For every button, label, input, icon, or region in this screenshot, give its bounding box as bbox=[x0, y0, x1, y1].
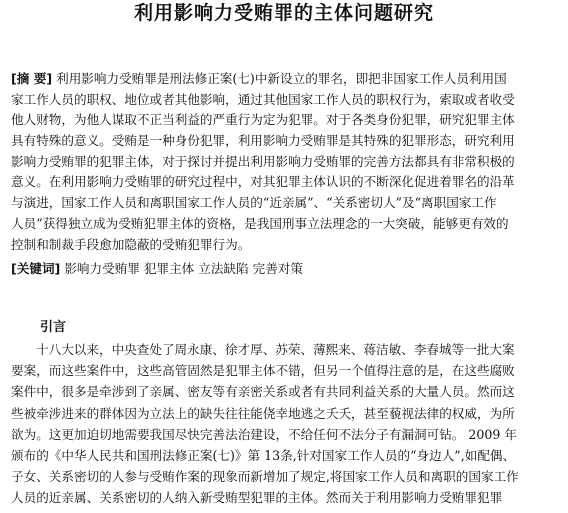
abstract-line: 意义。在利用影响力受贿罪的研究过程中，对其犯罪主体认识的不断深化促进着罪名的沿革 bbox=[11, 174, 515, 190]
body-line: 欲为。这更加迫切地需要我国尽快完善法治建设，不给任何不法分子有漏洞可钻。 2009 年 bbox=[11, 426, 518, 442]
body-line: 案件中，很多是牵涉到了亲属、密友等有亲密关系或者有共同利益关系的大量人员。然而这 bbox=[11, 384, 515, 400]
paper-title: 利用影响力受贿罪的主体问题研究 bbox=[133, 2, 434, 24]
abstract-line: 家工作人员的职权、地位或者其他影响，通过其他国家工作人员的职权行为，索取或者收受 bbox=[11, 91, 515, 107]
abstract-line bbox=[11, 69, 557, 90]
abstract-line: 人员”获得独立成为受贿犯罪主体的资格，是我国刑事立法理念的一大突破，能够更有效的 bbox=[11, 215, 509, 231]
section-heading-intro: 引言 bbox=[40, 320, 67, 335]
abstract-text: 利用影响力受贿罪是刑法修正案(七)中新设立的罪名，即把非国家工作人员利用国 bbox=[56, 71, 507, 86]
keywords-label: [关键词] bbox=[11, 261, 61, 276]
body-line: 十八大以来，中央查处了周永康、徐才厚、苏荣、薄熙来、蒋洁敏、李春城等一批大案 bbox=[36, 342, 515, 357]
body-line: 些被牵涉进来的群体因为立法上的缺失往往能侥幸地逃之夭夭，甚至藐视法律的权威，为所 bbox=[11, 405, 515, 421]
body-line: 子女、关系密切的人参与受贿作案的现象而新增加了规定,将国家工作人员和离职的国家工作 bbox=[11, 469, 519, 485]
intro-body bbox=[11, 339, 557, 509]
abstract-label: [摘 要] bbox=[11, 71, 53, 86]
body-line: 颁布的《中华人民共和国刑法修正案(七)》第 13条,针对国家工作人员的“身边人”,如配偶、 bbox=[11, 447, 516, 463]
abstract-line: 具有特殊的意义。受贿是一种身份犯罪，利用影响力受贿罪是其特殊的犯罪形态，研究利用 bbox=[11, 133, 515, 149]
keywords bbox=[11, 259, 557, 280]
body-line: 人员的近亲属、关系密切的人纳入新受贿型犯罪的主体。然而关于利用影响力受贿罪犯罪 bbox=[11, 490, 503, 506]
abstract-line: 控制和制裁手段愈加隐蔽的受贿犯罪行为。 bbox=[11, 236, 251, 252]
abstract-line: 与演进，国家工作人员和离职国家工作人员的“近亲属”、“关系密切人”及“离职国家工作 bbox=[11, 195, 497, 211]
keywords-line bbox=[11, 259, 557, 280]
abstract-line: 他人财物，为他人谋取不正当利益的严重行为定为犯罪。对于各类身份犯罪，研究犯罪主体 bbox=[11, 112, 515, 128]
body-line: 要案，而这些案件中，这些高管固然是犯罪主体不错，但另一个值得注意的是，在这些腐败 bbox=[11, 363, 515, 379]
abstract-line: 影响力受贿罪的犯罪主体，对于探讨并提出利用影响力受贿罪的完善方法都具有非常积极的 bbox=[11, 153, 515, 169]
abstract bbox=[11, 69, 557, 255]
keywords-text: 影响力受贿罪 犯罪主体 立法缺陷 完善对策 bbox=[64, 261, 304, 276]
